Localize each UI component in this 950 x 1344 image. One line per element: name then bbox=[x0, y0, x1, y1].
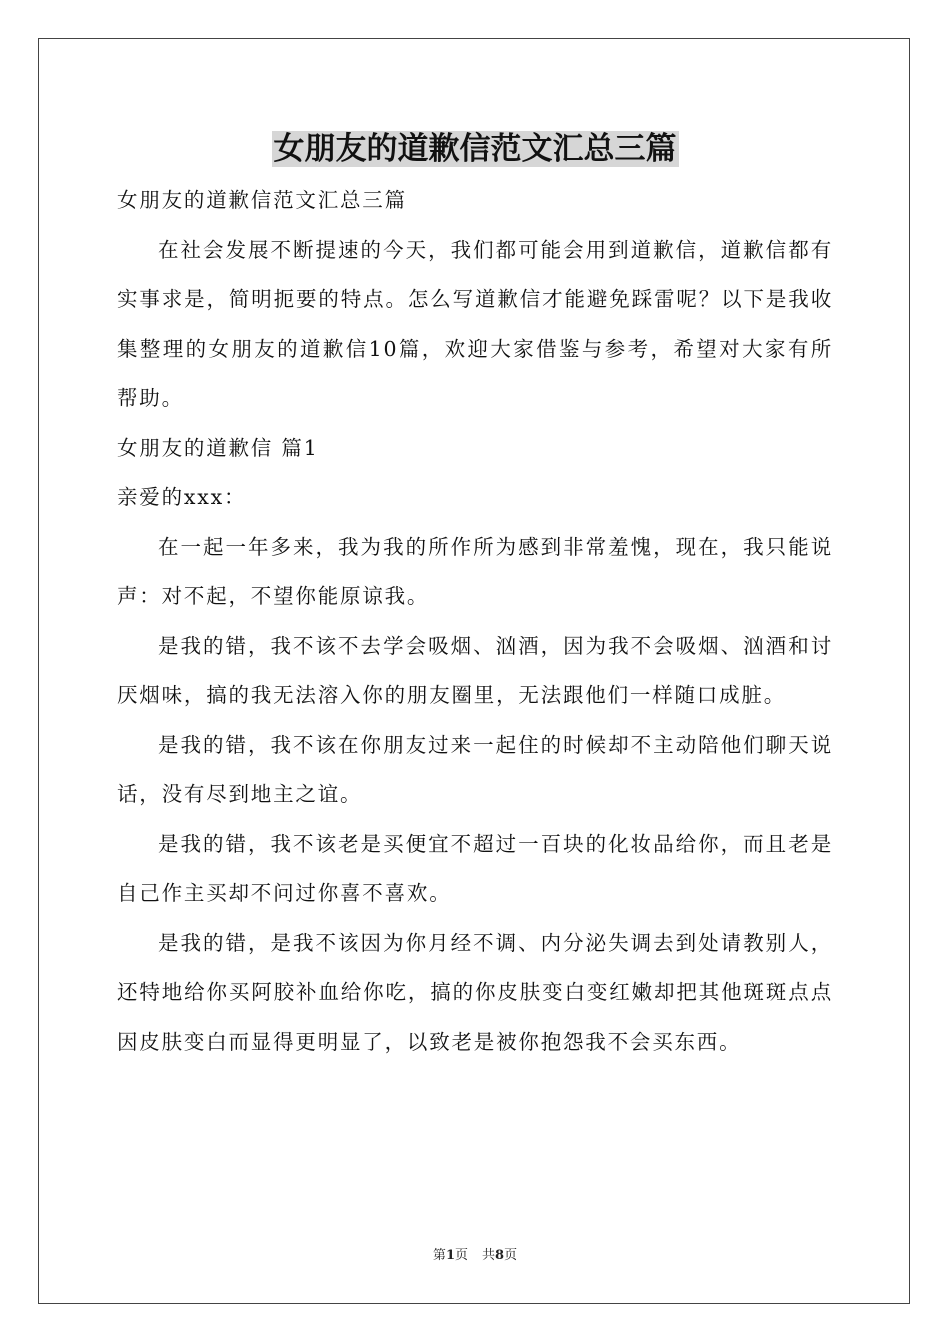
total-prefix: 共 bbox=[482, 1248, 496, 1263]
page-footer bbox=[0, 1246, 950, 1266]
document-title-text: 女朋友的道歉信范文汇总三篇 bbox=[273, 131, 677, 167]
document-title bbox=[0, 126, 950, 172]
document-subtitle: 女朋友的道歉信范文汇总三篇 bbox=[117, 188, 407, 212]
document-body bbox=[117, 176, 833, 1067]
page-total: 8 bbox=[495, 1248, 505, 1263]
body-paragraph: 是我的错，我不该不去学会吸烟、汹酒，因为我不会吸烟、汹酒和讨厌烟味，搞的我无法溶入你的朋友圈里，无法跟他们一样随口成脏。 bbox=[117, 633, 833, 707]
body-paragraph: 是我的错，是我不该因为你月经不调、内分泌失调去到处请教别人，还特地给你买阿胶补血给你吃，搞的你皮肤变白变红嫩却把其他斑斑点点因皮肤变白而显得更明显了，以致老是被你抱怨我不会买东西。 bbox=[117, 930, 833, 1054]
page-current: 1 bbox=[445, 1248, 455, 1263]
page-suffix: 页 bbox=[454, 1248, 468, 1263]
section-heading: 女朋友的道歉信 篇1 bbox=[117, 435, 319, 460]
body-paragraph: 是我的错，我不该在你朋友过来一起住的时候却不主动陪他们聊天说话，没有尽到地主之谊。 bbox=[117, 732, 833, 806]
intro-paragraph: 在社会发展不断提速的今天，我们都可能会用到道歉信，道歉信都有实事求是，简明扼要的特点。怎么写道歉信才能避免踩雷呢？以下是我收集整理的女朋友的道歉信10篇，欢迎大家借鉴与参考，希望对大家有所帮助。 bbox=[117, 237, 833, 410]
body-paragraph: 是我的错，我不该老是买便宜不超过一百块的化妆品给你，而且老是自己作主买却不问过你喜不喜欢。 bbox=[117, 831, 833, 905]
total-suffix: 页 bbox=[504, 1248, 518, 1263]
page-prefix: 第 bbox=[432, 1248, 446, 1263]
body-paragraph: 在一起一年多来，我为我的所作所为感到非常羞愧，现在，我只能说声：对不起，不望你能原谅我。 bbox=[117, 534, 833, 608]
salutation: 亲爱的xxx： bbox=[117, 485, 247, 509]
